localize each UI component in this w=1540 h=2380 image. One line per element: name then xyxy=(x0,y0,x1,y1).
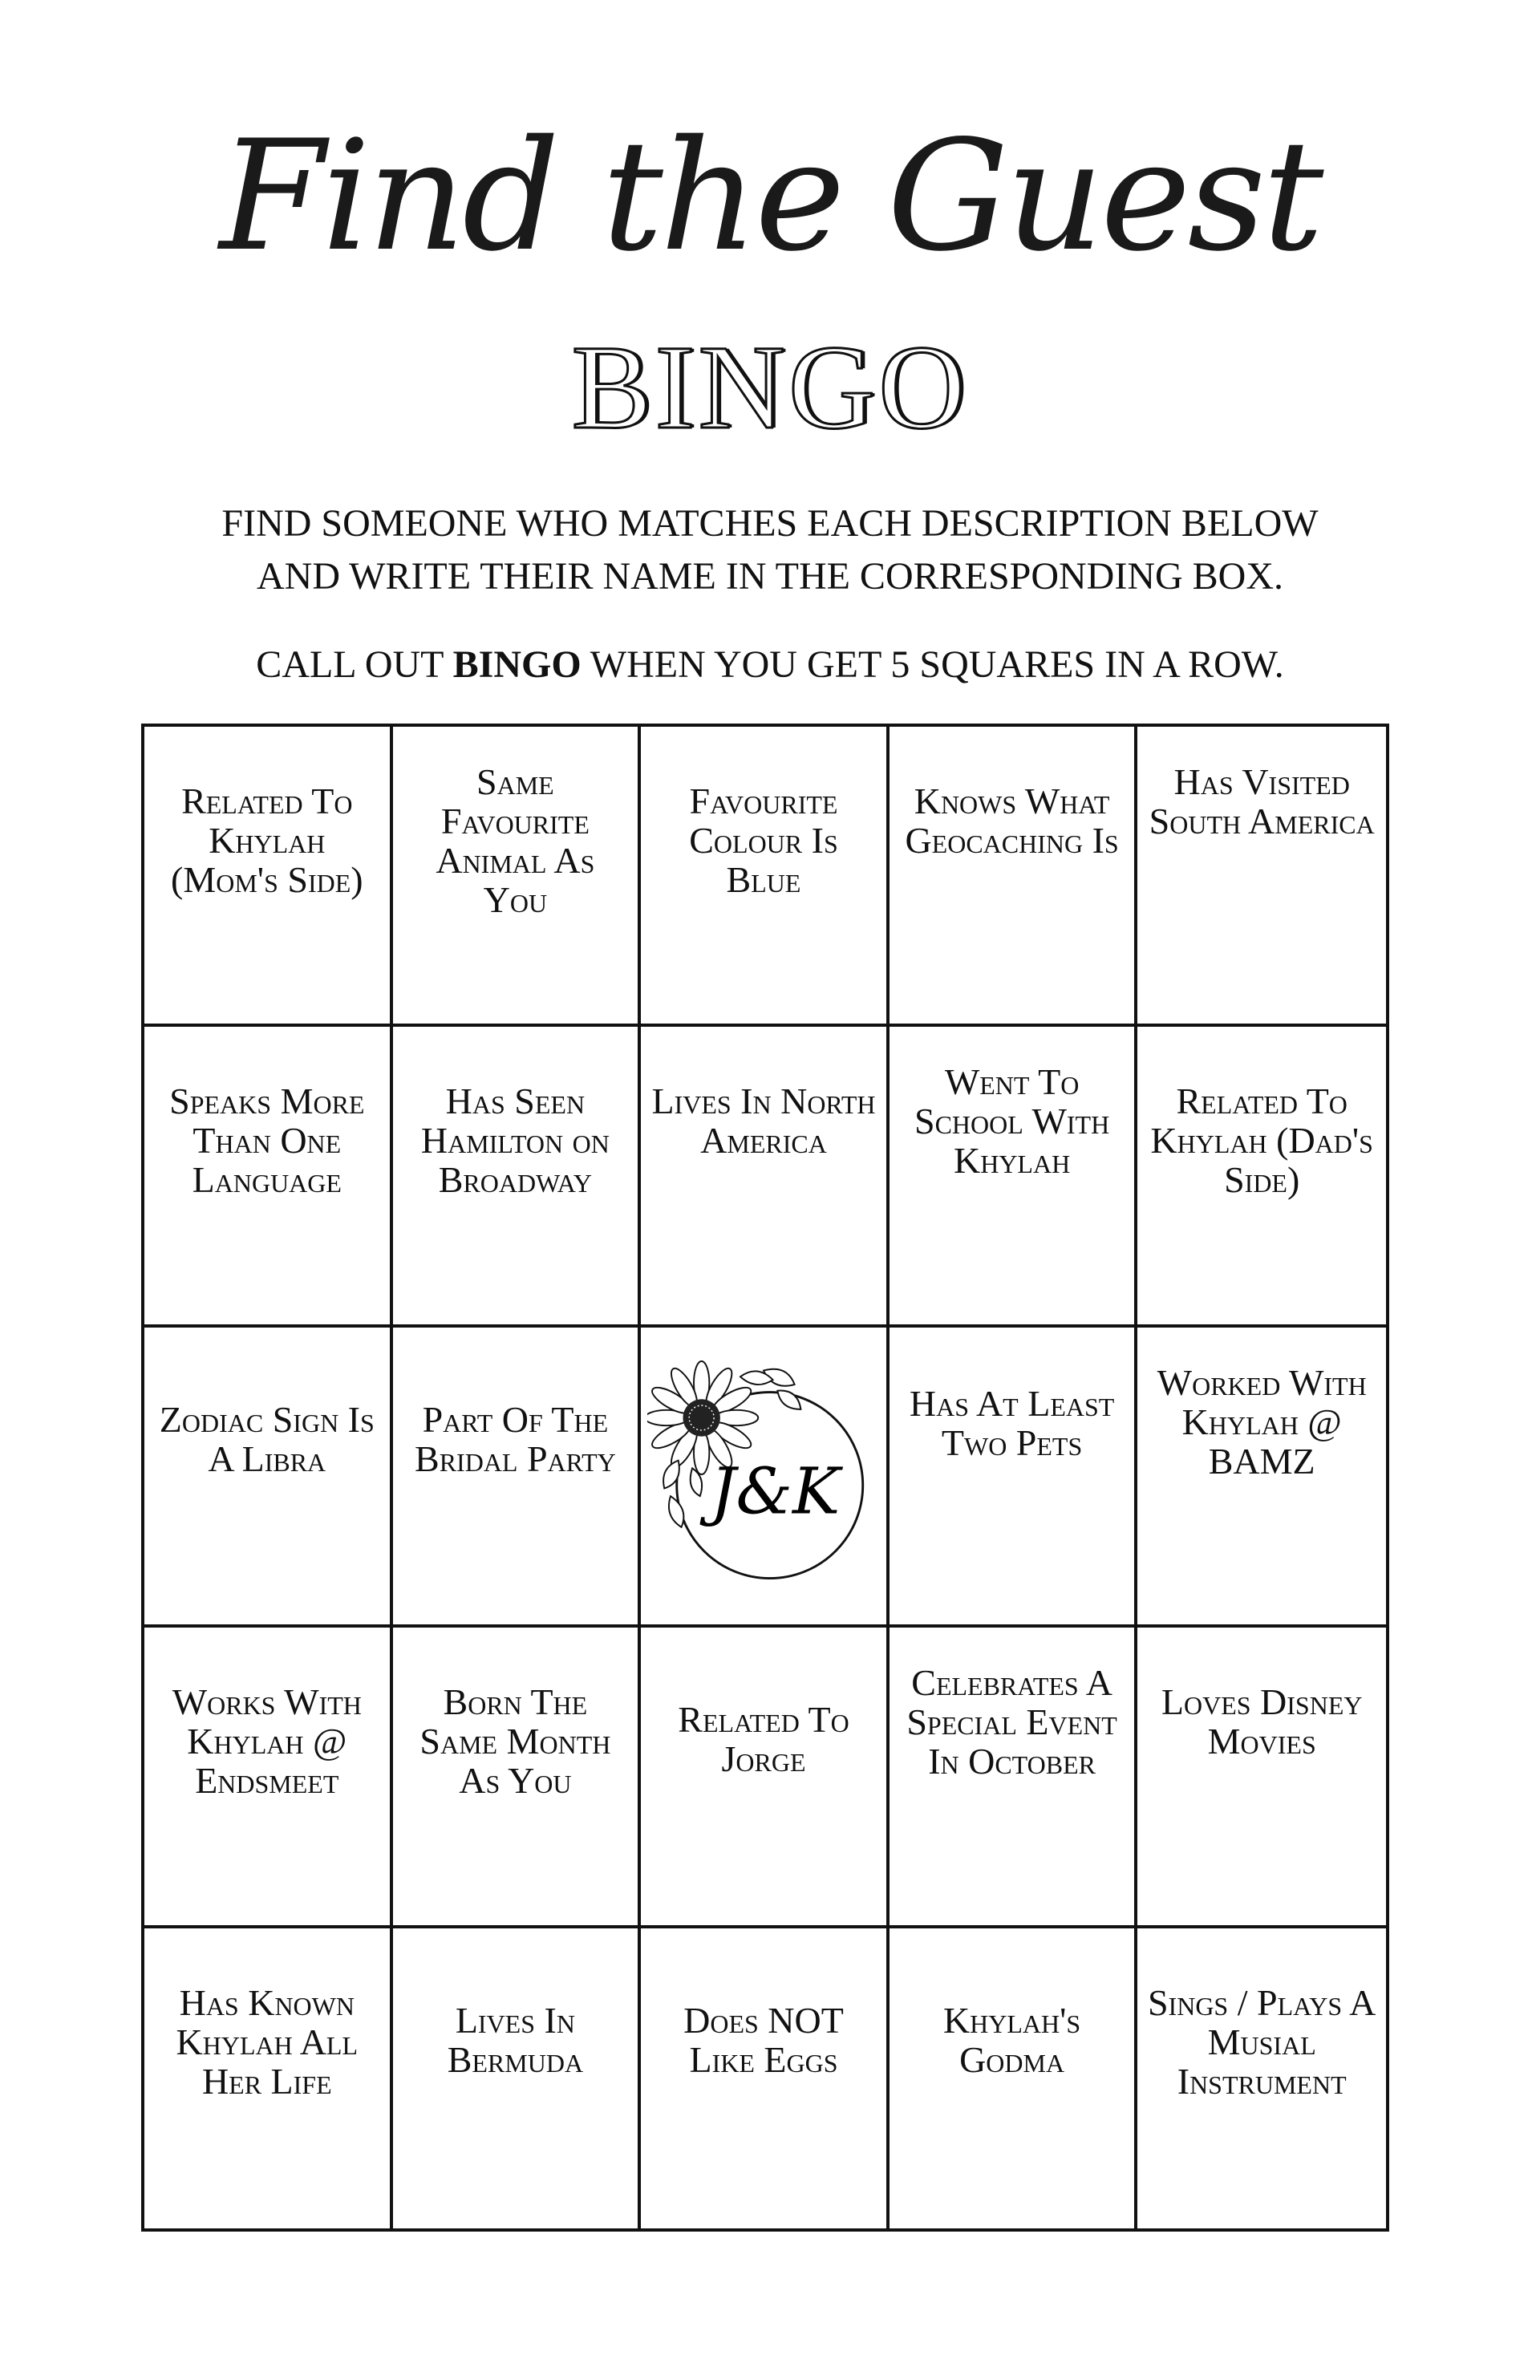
bingo-cell-text: Zodiac Sign Is A Libra xyxy=(159,1398,375,1479)
bingo-cell[interactable] xyxy=(393,1328,642,1628)
monogram-text: J&K xyxy=(710,1454,841,1529)
bingo-cell[interactable] xyxy=(641,727,890,1027)
bingo-cell-text: Works With Khylah @ Endsmeet xyxy=(172,1681,362,1802)
bingo-cell-text: Same Favourite Animal As You xyxy=(436,761,595,920)
bingo-cell[interactable] xyxy=(144,1928,393,2228)
bingo-cell-text: Has At Least Two Pets xyxy=(909,1382,1115,1463)
bingo-cell-text: Part Of The Bridal Party xyxy=(415,1398,616,1479)
bingo-cell-text: Went To School With Khylah xyxy=(914,1061,1110,1182)
callout-before: CALL OUT xyxy=(256,643,453,686)
bingo-cell[interactable] xyxy=(890,727,1138,1027)
free-space xyxy=(641,1328,890,1628)
bingo-cell[interactable] xyxy=(144,1628,393,1928)
callout-bingo: BINGO xyxy=(452,643,582,686)
bingo-cell-text: Lives In Bermuda xyxy=(447,1999,584,2080)
bingo-cell[interactable] xyxy=(641,1628,890,1928)
bingo-cell-text: Related To Khylah (Dad's Side) xyxy=(1150,1081,1373,1201)
bingo-cell[interactable] xyxy=(1137,727,1386,1027)
bingo-cell[interactable] xyxy=(1137,1027,1386,1327)
bingo-cell-text: Born The Same Month As You xyxy=(419,1681,611,1802)
bingo-cell[interactable] xyxy=(393,1628,642,1928)
bingo-cell[interactable] xyxy=(890,1928,1138,2228)
bingo-cell[interactable] xyxy=(393,1928,642,2228)
title-bingo: BINGO xyxy=(571,321,969,454)
bingo-cell[interactable] xyxy=(890,1328,1138,1628)
bingo-cell-text: Related To Jorge xyxy=(678,1699,849,1780)
bingo-cell[interactable] xyxy=(641,1027,890,1327)
bingo-cell-text: Has Visited South America xyxy=(1149,761,1375,841)
bingo-cell-text: Sings / Plays A Musial Instrument xyxy=(1147,1981,1376,2102)
bingo-cell-text: Celebrates A Special Event In October xyxy=(906,1662,1117,1782)
bingo-cell[interactable] xyxy=(1137,1628,1386,1928)
sunflower-monogram-logo xyxy=(647,1360,880,1592)
callout-instruction xyxy=(0,639,1540,691)
bingo-cell-text: Knows What Geocaching Is xyxy=(905,780,1119,861)
bingo-cell-text: Lives In North America xyxy=(651,1081,876,1162)
title-script: Find the Guest xyxy=(219,107,1321,285)
bingo-cell[interactable] xyxy=(144,1328,393,1628)
bingo-cell[interactable] xyxy=(393,727,642,1027)
bingo-cell[interactable] xyxy=(1137,1928,1386,2228)
bingo-cell[interactable] xyxy=(393,1027,642,1327)
bingo-cell-text: Has Seen Hamilton on Broadway xyxy=(420,1081,610,1201)
instructions-line-2: AND WRITE THEIR NAME IN THE CORRESPONDING BOX. xyxy=(257,555,1283,598)
bingo-cell[interactable] xyxy=(890,1027,1138,1327)
bingo-cell[interactable] xyxy=(890,1628,1138,1928)
bingo-cell-text: Does NOT Like Eggs xyxy=(683,1999,844,2080)
bingo-cell-text: Favourite Colour Is Blue xyxy=(689,780,838,900)
bingo-cell-text: Has Known Khylah All Her Life xyxy=(176,1981,359,2102)
bingo-cell[interactable] xyxy=(641,1928,890,2228)
instructions xyxy=(0,497,1540,603)
bingo-cell-text: Speaks More Than One Language xyxy=(169,1081,365,1201)
bingo-cell-text: Worked With Khylah @ BAMZ xyxy=(1157,1361,1367,1482)
bingo-cell-text: Khylah's Godma xyxy=(942,1999,1081,2080)
bingo-cell[interactable] xyxy=(1137,1328,1386,1628)
bingo-cell[interactable] xyxy=(144,1027,393,1327)
bingo-grid xyxy=(141,724,1389,2232)
bingo-cell-text: Loves Disney Movies xyxy=(1161,1681,1363,1762)
instructions-line-1: FIND SOMEONE WHO MATCHES EACH DESCRIPTION BELOW xyxy=(221,502,1319,545)
bingo-cell[interactable] xyxy=(144,727,393,1027)
callout-after: WHEN YOU GET 5 SQUARES IN A ROW. xyxy=(581,643,1284,686)
bingo-cell-text: Related To Khylah (Mom's Side) xyxy=(171,780,363,900)
